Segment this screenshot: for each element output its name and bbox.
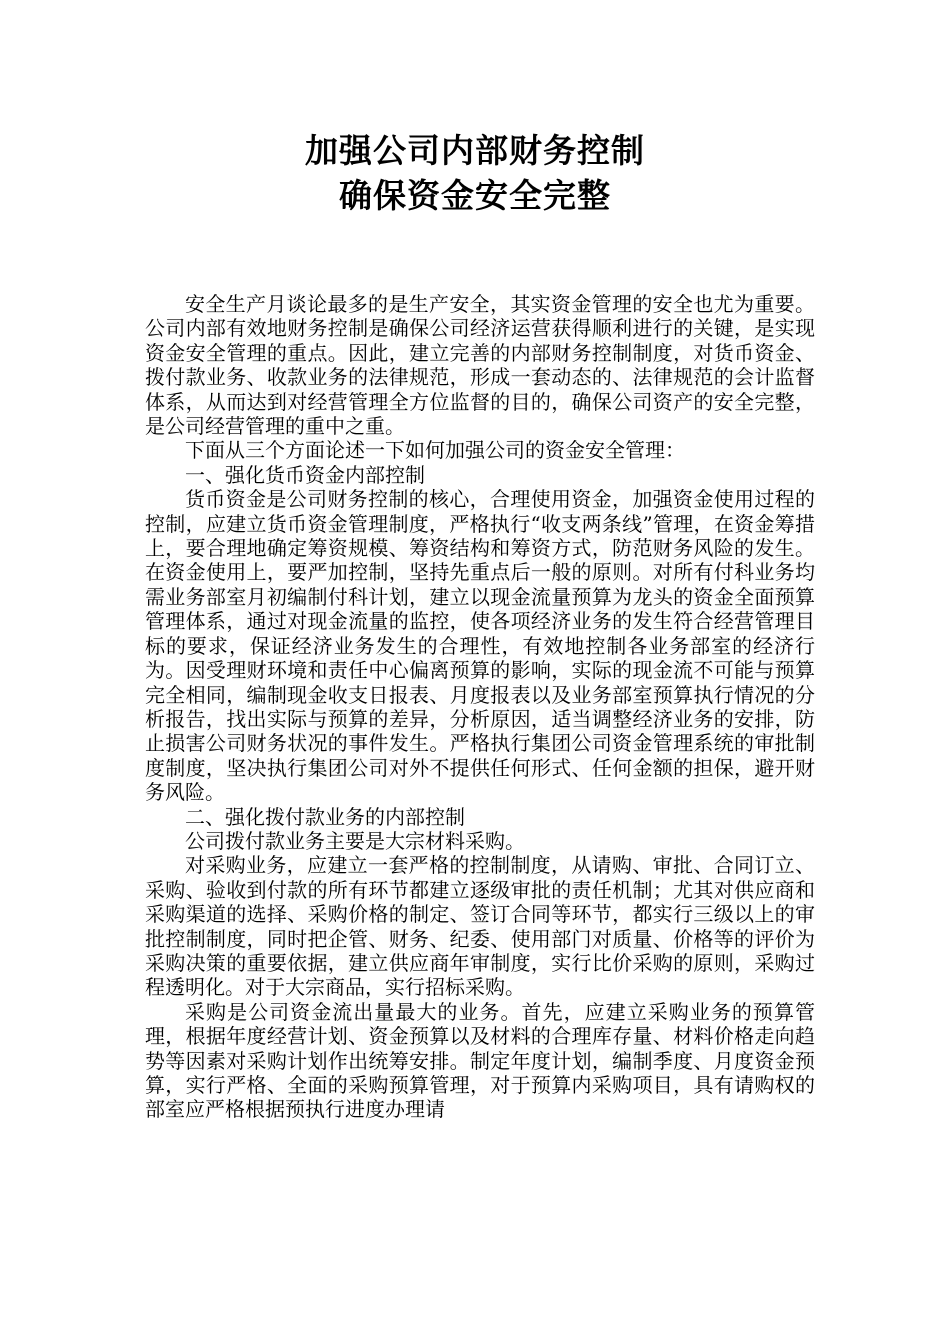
title-line-1: 加强公司内部财务控制 [305, 131, 645, 170]
paragraph-procurement-budget: 采购是公司资金流出量最大的业务。首先，应建立采购业务的预算管理，根据年度经营计划、资金预算以及材料的合理库存量、材料价格走向趋势等因素对采购计划作出统筹安排。制定年度计划，编制季度、月度资金预算，实行严格、全面的采购预算管理，对于预算内采购项目，具有请购权的部室应严格根据预执行进度办理请 [145, 999, 815, 1122]
paragraph-overview: 下面从三个方面论述一下如何加强公司的资金安全管理： [185, 438, 685, 463]
section-heading-2: 二、强化拨付款业务的内部控制 [185, 804, 465, 829]
paragraph-procurement-control: 对采购业务，应建立一套严格的控制制度，从请购、审批、合同订立、采购、验收到付款的所有环节都建立逐级审批的责任机制；尤其对供应商和采购渠道的选择、采购价格的制定、签订合同等环节，都实行三级以上的审批控制制度，同时把企管、财务、纪委、使用部门对质量、价格等的评价为采购决策的重要依据，建立供应商年审制度，实行比价采购的原则，采购过程透明化。对于大宗商品，实行招标采购。 [145, 853, 815, 1000]
paragraph-intro: 安全生产月谈论最多的是生产安全，其实资金管理的安全也尤为重要。公司内部有效地财务控制是确保公司经济运营获得顺利进行的关键，是实现资金安全管理的重点。因此，建立完善的内部财务控制制度，对货币资金、拨付款业务、收款业务的法律规范，形成一套动态的、法律规范的会计监督体系，从而达到对经营管理全方位监督的目的，确保公司资产的安全完整，是公司经营管理的重中之重。 [145, 292, 815, 439]
document-title [0, 128, 950, 218]
title-line-2: 确保资金安全完整 [339, 176, 611, 215]
document-body [145, 292, 815, 1122]
section-heading-1: 一、强化货币资金内部控制 [185, 462, 425, 487]
paragraph-payment-scope: 公司拨付款业务主要是大宗材料采购。 [185, 828, 525, 853]
paragraph-cash-control: 货币资金是公司财务控制的核心，合理使用资金，加强资金使用过程的控制，应建立货币资金管理制度，严格执行“收支两条线”管理，在资金筹措上，要合理地确定筹资规模、筹资结构和筹资方式，防范财务风险的发生。在资金使用上，要严加控制，坚持先重点后一般的原则。对所有付科业务均需业务部室月初编制付科计划，建立以现金流量预算为龙头的资金全面预算管理体系，通过对现金流量的监控，使各项经济业务的发生符合经营管理目标的要求，保证经济业务发生的合理性，有效地控制各业务部室的经济行为。因受理财环境和责任中心偏离预算的影响，实际的现金流不可能与预算完全相同，编制现金收支日报表、月度报表以及业务部室预算执行情况的分析报告，找出实际与预算的差异，分析原因，适当调整经济业务的安排，防止损害公司财务状况的事件发生。严格执行集团公司资金管理系统的审批制度制度，坚决执行集团公司对外不提供任何形式、任何金额的担保，避开财务风险。 [145, 487, 815, 805]
